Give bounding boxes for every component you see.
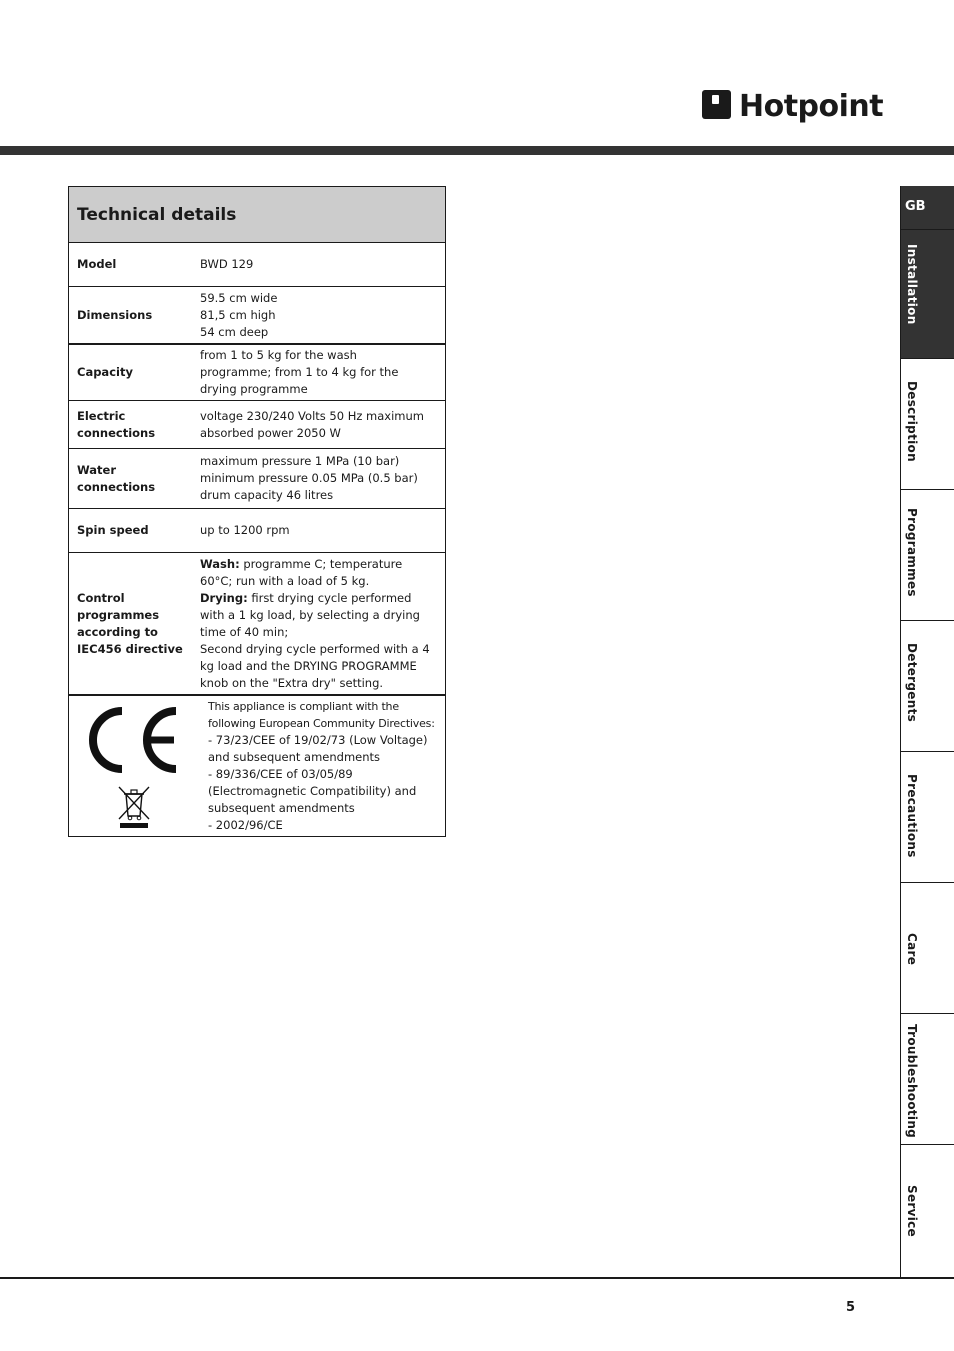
drying-text: first drying cycle performed — [247, 590, 412, 605]
spec-label: Model — [77, 257, 117, 271]
spec-row-water — [69, 449, 445, 509]
tab-description[interactable] — [901, 358, 954, 489]
spec-label: Spin speed — [77, 523, 149, 537]
spec-value — [191, 449, 445, 508]
tab-troubleshooting[interactable] — [901, 1013, 954, 1144]
compliance-line: This appliance is compliant with the — [208, 700, 399, 713]
compliance-line: subsequent amendments — [208, 801, 355, 815]
compliance-line: following European Community Directives: — [208, 717, 435, 730]
spec-value — [191, 243, 445, 286]
spec-row-model — [69, 243, 445, 287]
tab-detergents[interactable] — [901, 620, 954, 751]
spec-line: maximum pressure 1 MPa (10 bar) — [200, 454, 400, 468]
tab-label: Installation — [905, 244, 919, 325]
spec-line: up to 1200 rpm — [200, 523, 290, 537]
compliance-line: - 2002/96/CE — [208, 818, 283, 832]
spec-value — [191, 509, 445, 552]
section-title: Technical details — [77, 204, 237, 225]
spec-line: 59.5 cm wide — [200, 290, 278, 305]
spec-row-spin-speed — [69, 509, 445, 553]
drying-label: Drying: — [200, 590, 248, 605]
spec-value — [191, 287, 445, 343]
spec-label: Capacity — [77, 365, 133, 379]
brand-name: Hotpoint — [739, 88, 884, 124]
spec-row-dimensions — [69, 287, 445, 345]
spec-label-line: connections — [77, 425, 156, 440]
wash-text: programme C; temperature — [239, 556, 403, 571]
language-tab-gb[interactable] — [901, 186, 954, 229]
spec-line: absorbed power 2050 W — [200, 425, 341, 440]
spec-label-line: Control — [77, 590, 125, 605]
compliance-line: (Electromagnetic Compatibility) and — [208, 784, 417, 798]
spec-label — [69, 401, 191, 448]
spec-line: 54 cm deep — [200, 324, 269, 339]
spec-label — [69, 449, 191, 508]
wash-label: Wash: — [200, 556, 240, 571]
spec-line: drying programme — [200, 382, 308, 396]
spec-line: time of 40 min; — [200, 624, 289, 639]
tab-label: Precautions — [905, 774, 919, 858]
spec-label-line: IEC456 directive — [77, 641, 183, 656]
technical-details-table — [68, 186, 446, 837]
footer-rule — [0, 1277, 954, 1279]
spec-value — [191, 553, 445, 694]
tab-service[interactable] — [901, 1144, 954, 1278]
spec-line: knob on the "Extra dry" setting. — [200, 675, 384, 690]
compliance-line: - 73/23/CEE of 19/02/73 (Low Voltage) — [208, 733, 428, 747]
spec-row-compliance — [69, 696, 445, 836]
compliance-text — [199, 696, 445, 836]
compliance-marks — [69, 696, 199, 836]
spec-row-electric — [69, 401, 445, 449]
spec-line: voltage 230/240 Volts 50 Hz maximum — [200, 408, 424, 423]
spec-line — [200, 556, 439, 573]
compliance-line: and subsequent amendments — [208, 750, 381, 764]
tab-label: Description — [905, 381, 919, 462]
spec-label: Dimensions — [77, 307, 153, 322]
spec-line: minimum pressure 0.05 MPa (0.5 bar) — [200, 471, 418, 485]
sidebar-tabs — [900, 186, 954, 1278]
spec-label-line: Water — [77, 462, 117, 477]
spec-line: programme; from 1 to 4 kg for the — [200, 365, 399, 379]
spec-row-control-programmes — [69, 553, 445, 696]
spec-line: from 1 to 5 kg for the wash — [200, 348, 357, 362]
tab-care[interactable] — [901, 882, 954, 1013]
spec-label-line: Electric — [77, 408, 126, 423]
ce-mark-icon — [86, 703, 182, 777]
spec-line: BWD 129 — [200, 257, 254, 271]
spec-value — [191, 345, 445, 400]
spec-line: 81,5 cm high — [200, 307, 276, 322]
spec-value — [191, 401, 445, 448]
spec-row-capacity — [69, 345, 445, 401]
spec-label — [69, 553, 191, 694]
tab-label: Troubleshooting — [905, 1024, 919, 1139]
spec-line: Second drying cycle performed with a 4 — [200, 641, 430, 656]
tab-label: Care — [905, 933, 919, 966]
weee-bin-icon — [117, 785, 151, 829]
header-bar — [0, 146, 954, 155]
page-number: 5 — [846, 1300, 856, 1315]
spec-line — [200, 590, 439, 607]
tab-installation[interactable] — [901, 229, 954, 358]
spec-label-line: connections — [77, 479, 156, 494]
spec-line: kg load and the DRYING PROGRAMME — [200, 658, 417, 673]
spec-label-line: according to — [77, 624, 158, 639]
spec-line: drum capacity 46 litres — [200, 488, 334, 502]
tab-label: Service — [905, 1185, 919, 1237]
compliance-line: - 89/336/CEE of 03/05/89 — [208, 767, 353, 781]
table-title-row — [69, 187, 445, 243]
spec-label-line: programmes — [77, 607, 160, 622]
language-label: GB — [905, 199, 926, 214]
spec-line: with a 1 kg load, by selecting a drying — [200, 607, 420, 622]
hotpoint-logo — [702, 86, 883, 126]
tab-label: Programmes — [905, 508, 919, 597]
tab-programmes[interactable] — [901, 489, 954, 620]
tab-label: Detergents — [905, 643, 919, 723]
tab-precautions[interactable] — [901, 751, 954, 882]
spec-line: 60°C; run with a load of 5 kg. — [200, 573, 370, 588]
hotpoint-logo-mark-icon — [702, 90, 731, 119]
